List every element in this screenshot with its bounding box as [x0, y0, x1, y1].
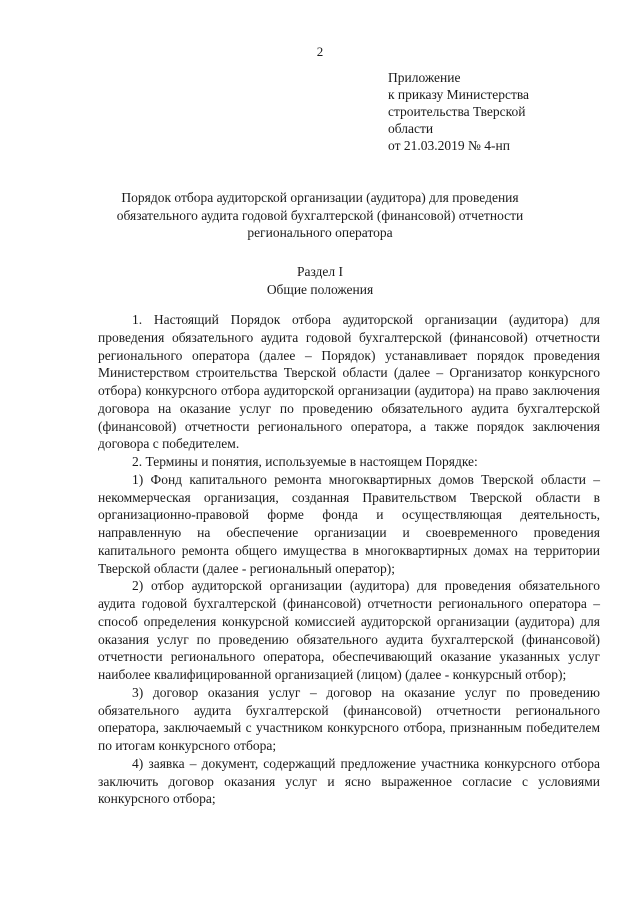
- paragraph: 2) отбор аудиторской организации (аудитора) для проведения обязательного аудита годовой бухгалтерской (финансовой) отчетности регионального оператора – способ определения конкурсной комиссией аудиторской организации (аудитора) для оказания услуг по проведению обязательного аудита бухгалтерской (финансовой) отчетности регионального оператора, обеспечивающий оказание указанных услуг наиболее квалифицированной организацией (лицом) (далее - конкурсный отбор);: [98, 578, 600, 682]
- approval-line: области: [388, 121, 434, 136]
- paragraph: 3) договор оказания услуг – договор на оказание услуг по проведению обязательного аудита бухгалтерской (финансовой) отчетности регионального оператора, заключаемый с участником конкурсного отбора, признанным победителем по итогам конкурсного отбора;: [98, 684, 600, 753]
- approval-line: к приказу Министерства: [388, 87, 530, 102]
- paragraph: 1) Фонд капитального ремонта многоквартирных домов Тверской области – некоммерческая организация, созданная Правительством Тверской области в организационно-правовой форме фонда и осуществляющая деятельность, направленную на обеспечение организации и своевременного проведения капитального ремонта общего имущества в многоквартирных домах на территории Тверской области (далее - региональный оператор);: [98, 471, 600, 576]
- section-heading: [90, 263, 550, 298]
- approval-line: строительства Тверской: [388, 104, 526, 119]
- document-title: Порядок отбора аудиторской организации (аудитора) для проведения обязательного аудита годовой бухгалтерской (финансовой) отчетности регионального оператора: [116, 190, 524, 240]
- document-body: [98, 311, 600, 808]
- approval-stamp: [388, 69, 618, 154]
- section-name: Общие положения: [266, 281, 374, 297]
- approval-line: Приложение: [388, 70, 461, 85]
- paragraph: 2. Термины и понятия, используемые в настоящем Порядке:: [132, 454, 478, 469]
- page-number: 2: [316, 44, 324, 59]
- section-number: Раздел I: [296, 264, 344, 279]
- paragraph: 1. Настоящий Порядок отбора аудиторской организации (аудитора) для проведения обязательного аудита годовой бухгалтерской (финансовой) отчетности регионального оператора (далее – Порядок) устанавливает порядок проведения Министерством строительства Тверской области (далее – Организатор конкурсного отбора) конкурсного отбора аудиторской организации (аудитора) на право заключения договора на оказание услуг по проведению обязательного аудита бухгалтерской (финансовой) отчетности регионального оператора, а также порядок заключения договора с победителем.: [98, 312, 600, 452]
- paragraph: 4) заявка – документ, содержащий предложение участника конкурсного отбора заключить договор оказания услуг и ясно выраженное согласие с условиями конкурсного отбора;: [98, 755, 600, 807]
- approval-line: от 21.03.2019 № 4-нп: [388, 138, 510, 153]
